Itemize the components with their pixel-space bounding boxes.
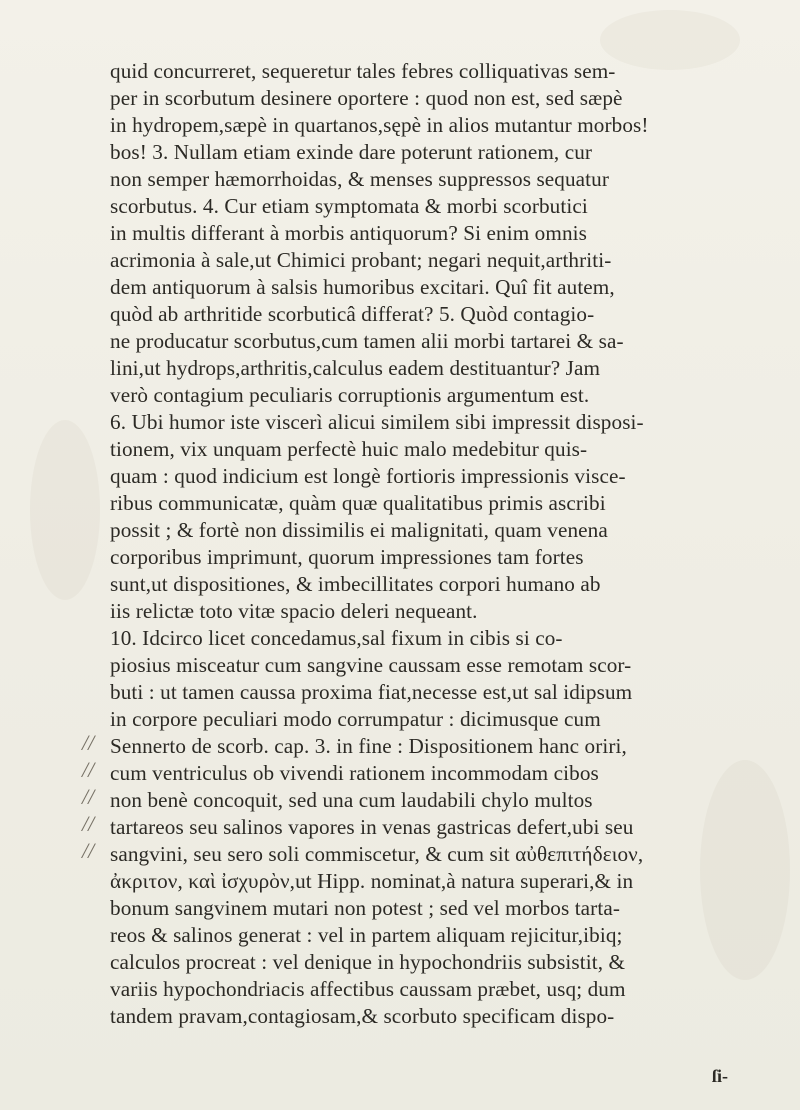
text-line: reos & salinos generat : vel in partem aliquam rejicitur,ibiq; <box>110 923 623 947</box>
text-line: piosius misceatur cum sangvine caussam esse remotam scor- <box>110 653 632 677</box>
text-line: buti : ut tamen caussa proxima fiat,necesse est,ut sal idipsum <box>110 680 633 704</box>
text-line: lini,ut hydrops,arthritis,calculus eadem destituantur? Jam <box>110 356 601 380</box>
text-line: sangvini, seu sero soli commiscetur, & cum sit αὐθεπιτήδειον, <box>110 842 644 866</box>
margin-mark: // <box>82 757 95 782</box>
text-line: scorbutus. 4. Cur etiam symptomata & morbi scorbutici <box>110 194 588 218</box>
margin-mark: // <box>82 811 95 836</box>
text-line: tandem pravam,contagiosam,& scorbuto specificam dispo- <box>110 1004 615 1028</box>
text-line: ne producatur scorbutus,cum tamen alii morbi tartarei & sa- <box>110 329 624 353</box>
text-line: bonum sangvinem mutari non potest ; sed vel morbos tarta- <box>110 896 620 920</box>
paper-stain <box>700 760 790 980</box>
text-line: tartareos seu salinos vapores in venas gastricas defert,ubi seu <box>110 815 634 839</box>
text-line: in corpore peculiari modo corrumpatur : dicimusque cum <box>110 707 601 731</box>
text-line: cum ventriculus ob vivendi rationem incommodam cibos <box>110 761 599 785</box>
text-line: 10. Idcirco licet concedamus,sal fixum in cibis si co- <box>110 626 563 650</box>
margin-mark: // <box>82 838 95 863</box>
text-line: non benè concoquit, sed una cum laudabili chylo multos <box>110 788 593 812</box>
text-line: ribus communicatæ, quàm quæ qualitatibus primis ascribi <box>110 491 606 515</box>
text-line: acrimonia à sale,ut Chimici probant; negari nequit,arthriti- <box>110 248 612 272</box>
text-line: dem antiquorum à salsis humoribus excitari. Quî fit autem, <box>110 275 615 299</box>
text-line: ἀκριτον, καὶ ἰσχυρὸν,ut Hipp. nominat,à natura superari,& in <box>110 869 634 893</box>
text-line: quam : quod indicium est longè fortioris impressionis visce- <box>110 464 626 488</box>
text-line: possit ; & fortè non dissimilis ei malignitati, quam venena <box>110 518 608 542</box>
text-line: corporibus imprimunt, quorum impressiones tam fortes <box>110 545 584 569</box>
text-line: in multis differant à morbis antiquorum? Si enim omnis <box>110 221 587 245</box>
margin-mark: // <box>82 784 95 809</box>
text-line: calculos procreat : vel denique in hypochondriis subsistit, & <box>110 950 626 974</box>
text-line: tionem, vix unquam perfectè huic malo medebitur quis- <box>110 437 588 461</box>
text-line: Sennerto de scorb. cap. 3. in fine : Dispositionem hanc oriri, <box>110 734 627 758</box>
text-line: non semper hæmorrhoidas, & menses suppressos sequatur <box>110 167 610 191</box>
margin-mark: // <box>82 730 95 755</box>
text-line: quòd ab arthritide scorbuticâ differat? 5. Quòd contagio- <box>110 302 595 326</box>
text-line: quid concurreret, sequeretur tales febres colliquativas sem- <box>110 59 616 83</box>
text-line: per in scorbutum desinere oportere : quod non est, sed sæpè <box>110 86 623 110</box>
text-line: iis relictæ toto vitæ spacio deleri nequeant. <box>110 599 478 623</box>
text-line: 6. Ubi humor iste viscerì alicui similem sibi impressit disposi- <box>110 410 644 434</box>
catchword: ſi- <box>712 1066 728 1086</box>
paper-stain <box>30 420 100 600</box>
paper-stain <box>600 10 740 70</box>
text-line: verò contagium peculiaris corruptionis argumentum est. <box>110 383 590 407</box>
text-line: bos! 3. Nullam etiam exinde dare poterunt rationem, cur <box>110 140 593 164</box>
text-line: in hydropem,sæpè in quartanos,sępè in alios mutantur morbos! <box>110 113 649 137</box>
text-line: sunt,ut dispositiones, & imbecillitates corpori humano ab <box>110 572 601 596</box>
text-line: variis hypochondriacis affectibus caussam præbet, usq; dum <box>110 977 626 1001</box>
